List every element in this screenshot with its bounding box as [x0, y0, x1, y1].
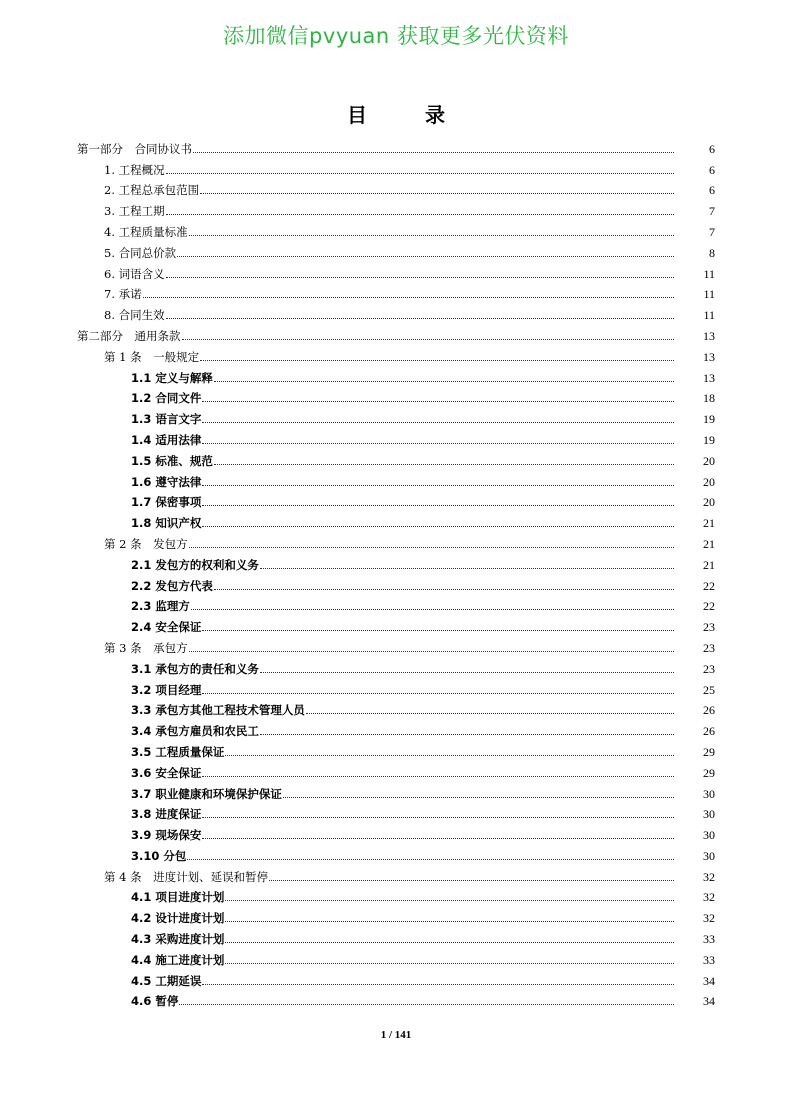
toc-entry[interactable] — [0, 634, 792, 655]
toc-entry-page: 6 — [709, 162, 715, 177]
toc-entry[interactable] — [0, 364, 792, 385]
toc-entry[interactable] — [0, 281, 792, 302]
toc-entry[interactable] — [0, 697, 792, 718]
toc-entry-title: 3.6 安全保证 — [131, 765, 202, 780]
dot-leader — [225, 921, 674, 922]
page-title: 目录 — [347, 103, 503, 127]
toc-entry-page: 20 — [703, 495, 715, 510]
dot-leader — [260, 734, 674, 735]
toc-entry[interactable] — [0, 239, 792, 260]
toc-entry[interactable] — [0, 530, 792, 551]
dot-leader — [225, 942, 674, 943]
toc-entry-title: 4. 工程质量标准 — [104, 224, 188, 239]
dot-leader — [202, 838, 674, 839]
toc-entry-page: 11 — [703, 266, 715, 281]
dot-leader — [214, 381, 674, 382]
dot-leader — [306, 713, 674, 714]
toc-entry-title: 第二部分 通用条款 — [77, 328, 181, 343]
toc-entry-title: 7. 承诺 — [104, 287, 142, 302]
toc-entry-title: 3.5 工程质量保证 — [131, 744, 225, 759]
toc-entry-title: 5. 合同总价款 — [104, 245, 177, 260]
toc-entry-title: 2. 工程总承包范围 — [104, 183, 200, 198]
dot-leader — [202, 693, 674, 694]
toc-entry-page: 11 — [703, 287, 715, 302]
toc-entry-page: 29 — [703, 765, 715, 780]
toc-entry-page: 13 — [703, 370, 715, 385]
toc-entry[interactable] — [0, 260, 792, 281]
toc-entry-page: 8 — [709, 245, 715, 260]
toc-entry-title: 3. 工程工期 — [104, 204, 165, 219]
table-of-contents — [0, 135, 792, 1008]
toc-entry[interactable] — [0, 904, 792, 925]
toc-entry[interactable] — [0, 156, 792, 177]
toc-entry-page: 34 — [703, 973, 715, 988]
toc-entry-title: 6. 词语含义 — [104, 266, 165, 281]
toc-entry[interactable] — [0, 988, 792, 1009]
dot-leader — [202, 422, 674, 423]
dot-leader — [191, 609, 674, 610]
toc-entry-title: 3.4 承包方雇员和农民工 — [131, 724, 259, 739]
toc-entry-page: 20 — [703, 453, 715, 468]
toc-entry-title: 3.8 进度保证 — [131, 807, 202, 822]
toc-entry-page: 6 — [709, 141, 715, 156]
toc-entry-page: 13 — [703, 349, 715, 364]
toc-entry[interactable] — [0, 676, 792, 697]
toc-entry[interactable] — [0, 801, 792, 822]
toc-entry[interactable] — [0, 593, 792, 614]
toc-entry[interactable] — [0, 322, 792, 343]
toc-entry-title: 3.7 职业健康和环境保护保证 — [131, 786, 282, 801]
dot-leader — [202, 526, 674, 527]
toc-entry-title: 2.3 监理方 — [131, 599, 190, 614]
toc-entry-page: 30 — [703, 828, 715, 843]
toc-entry-page: 33 — [703, 952, 715, 967]
toc-entry[interactable] — [0, 343, 792, 364]
toc-entry-title: 第 2 条 发包方 — [104, 536, 188, 551]
toc-entry-title: 1.2 合同文件 — [131, 391, 202, 406]
dot-leader — [202, 485, 674, 486]
toc-entry-page: 23 — [703, 661, 715, 676]
dot-leader — [187, 859, 674, 860]
toc-entry-page: 30 — [703, 807, 715, 822]
toc-entry[interactable] — [0, 447, 792, 468]
toc-entry[interactable] — [0, 613, 792, 634]
toc-entry-title: 1.3 语言文字 — [131, 412, 202, 427]
toc-entry-page: 13 — [703, 328, 715, 343]
toc-entry[interactable] — [0, 884, 792, 905]
toc-entry[interactable] — [0, 509, 792, 530]
toc-entry[interactable] — [0, 468, 792, 489]
toc-entry-page: 21 — [703, 557, 715, 572]
dot-leader — [260, 568, 674, 569]
toc-entry[interactable] — [0, 572, 792, 593]
toc-entry-title: 3.2 项目经理 — [131, 682, 202, 697]
dot-leader — [177, 256, 674, 257]
toc-entry-title: 2.4 安全保证 — [131, 620, 202, 635]
dot-leader — [202, 505, 674, 506]
toc-entry-page: 26 — [703, 703, 715, 718]
toc-entry-title: 2.2 发包方代表 — [131, 578, 213, 593]
toc-entry-page: 21 — [703, 536, 715, 551]
toc-entry-page: 19 — [703, 412, 715, 427]
toc-entry-title: 第 1 条 一般规定 — [104, 349, 200, 364]
toc-entry[interactable] — [0, 177, 792, 198]
toc-entry[interactable] — [0, 405, 792, 426]
toc-entry[interactable] — [0, 738, 792, 759]
dot-leader — [166, 318, 674, 319]
toc-entry[interactable] — [0, 759, 792, 780]
dot-leader — [166, 277, 674, 278]
dot-leader — [269, 880, 674, 881]
dot-leader — [202, 630, 674, 631]
toc-entry-page: 19 — [703, 432, 715, 447]
toc-entry-title: 3.10 分包 — [131, 848, 187, 863]
toc-entry-page: 11 — [703, 308, 715, 323]
dot-leader — [202, 776, 674, 777]
dot-leader — [225, 963, 674, 964]
toc-entry-page: 33 — [703, 932, 715, 947]
toc-entry-page: 21 — [703, 516, 715, 531]
toc-entry-page: 34 — [703, 994, 715, 1009]
toc-entry-title: 1.1 定义与解释 — [131, 370, 213, 385]
dot-leader — [283, 797, 674, 798]
toc-entry-title: 1.7 保密事项 — [131, 495, 202, 510]
toc-entry-page: 30 — [703, 786, 715, 801]
toc-entry-page: 30 — [703, 848, 715, 863]
toc-entry-page: 7 — [709, 224, 715, 239]
toc-entry-title: 3.3 承包方其他工程技术管理人员 — [131, 703, 305, 718]
toc-entry[interactable] — [0, 197, 792, 218]
toc-entry-title: 4.4 施工进度计划 — [131, 952, 225, 967]
toc-entry-title: 8. 合同生效 — [104, 308, 165, 323]
watermark-header: 添加微信pvyuan 获取更多光伏资料 — [223, 24, 569, 48]
toc-entry-title: 第一部分 合同协议书 — [77, 141, 192, 156]
toc-entry-page: 23 — [703, 620, 715, 635]
toc-entry[interactable] — [0, 821, 792, 842]
toc-entry[interactable] — [0, 135, 792, 156]
dot-leader — [200, 360, 674, 361]
dot-leader — [143, 297, 674, 298]
toc-entry-page: 20 — [703, 474, 715, 489]
dot-leader — [166, 173, 674, 174]
toc-entry[interactable] — [0, 655, 792, 676]
dot-leader — [189, 235, 674, 236]
toc-entry[interactable] — [0, 780, 792, 801]
toc-entry-title: 4.1 项目进度计划 — [131, 890, 225, 905]
toc-entry[interactable] — [0, 551, 792, 572]
toc-entry[interactable] — [0, 925, 792, 946]
toc-entry-title: 3.9 现场保安 — [131, 828, 202, 843]
page-number: 1 / 141 — [380, 1029, 412, 1041]
toc-entry[interactable] — [0, 218, 792, 239]
toc-entry-title: 4.2 设计进度计划 — [131, 911, 225, 926]
dot-leader — [200, 193, 674, 194]
toc-entry-title: 4.6 暂停 — [131, 994, 179, 1009]
toc-entry-page: 32 — [703, 869, 715, 884]
toc-entry-page: 18 — [703, 391, 715, 406]
toc-entry-page: 32 — [703, 890, 715, 905]
toc-entry-title: 2.1 发包方的权利和义务 — [131, 557, 259, 572]
toc-entry-title: 3.1 承包方的责任和义务 — [131, 661, 259, 676]
dot-leader — [225, 900, 674, 901]
toc-entry-page: 22 — [703, 599, 715, 614]
toc-entry-title: 1.4 适用法律 — [131, 432, 202, 447]
toc-entry-page: 25 — [703, 682, 715, 697]
toc-entry-title: 1. 工程概况 — [104, 162, 165, 177]
toc-entry-page: 6 — [709, 183, 715, 198]
toc-entry-title: 第 3 条 承包方 — [104, 640, 188, 655]
dot-leader — [202, 401, 674, 402]
toc-entry-title: 1.6 遵守法律 — [131, 474, 202, 489]
dot-leader — [202, 817, 674, 818]
toc-entry-title: 4.5 工期延误 — [131, 973, 202, 988]
toc-entry[interactable] — [0, 863, 792, 884]
toc-entry[interactable] — [0, 842, 792, 863]
dot-leader — [260, 672, 674, 673]
toc-entry-page: 22 — [703, 578, 715, 593]
toc-entry[interactable] — [0, 946, 792, 967]
toc-entry-page: 29 — [703, 744, 715, 759]
toc-entry-page: 23 — [703, 640, 715, 655]
toc-entry-title: 4.3 采购进度计划 — [131, 932, 225, 947]
toc-entry-title: 1.5 标准、规范 — [131, 453, 213, 468]
toc-entry[interactable] — [0, 489, 792, 510]
dot-leader — [202, 984, 674, 985]
dot-leader — [202, 443, 674, 444]
toc-entry-page: 32 — [703, 911, 715, 926]
toc-entry[interactable] — [0, 301, 792, 322]
dot-leader — [166, 214, 674, 215]
dot-leader — [193, 152, 674, 153]
toc-entry-page: 26 — [703, 724, 715, 739]
toc-entry-title: 1.8 知识产权 — [131, 516, 202, 531]
toc-entry[interactable] — [0, 967, 792, 988]
dot-leader — [189, 651, 674, 652]
dot-leader — [182, 339, 675, 340]
dot-leader — [214, 589, 674, 590]
toc-entry-page: 7 — [709, 204, 715, 219]
dot-leader — [189, 547, 674, 548]
dot-leader — [179, 1004, 674, 1005]
dot-leader — [214, 464, 674, 465]
dot-leader — [225, 755, 674, 756]
toc-entry[interactable] — [0, 717, 792, 738]
toc-entry[interactable] — [0, 385, 792, 406]
toc-entry[interactable] — [0, 426, 792, 447]
toc-entry-title: 第 4 条 进度计划、延误和暂停 — [104, 869, 269, 884]
